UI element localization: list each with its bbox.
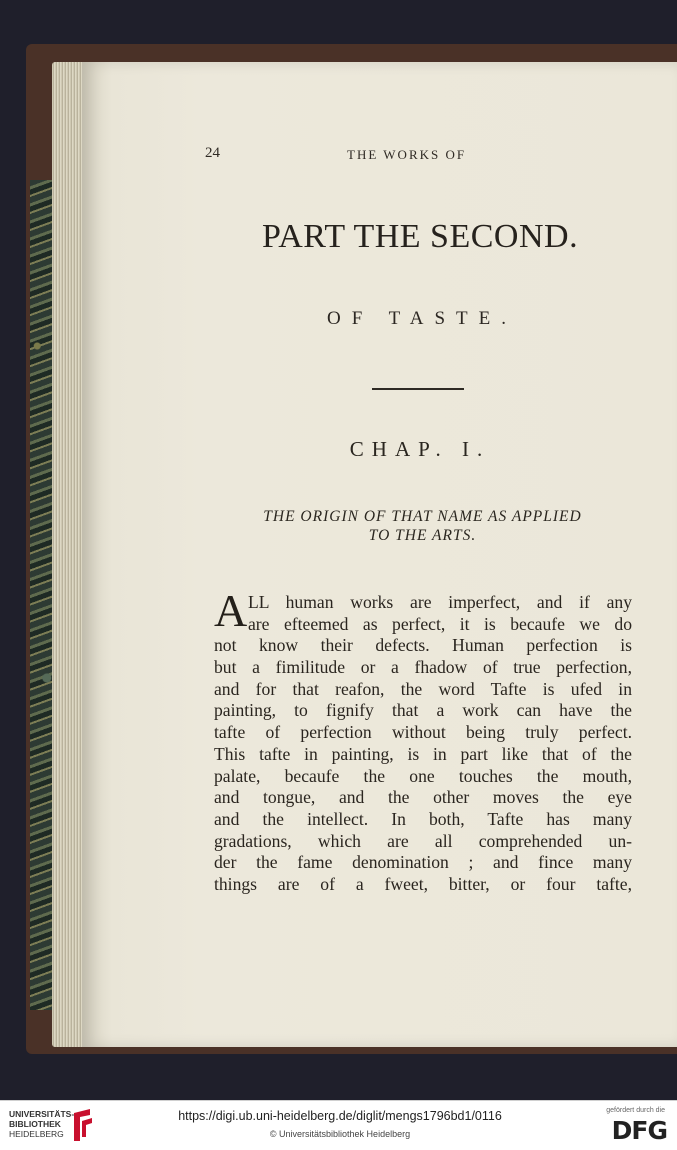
chapter-heading — [215, 507, 630, 545]
text-line: and for that reafon, the word Tafte is ufed in — [214, 678, 632, 699]
page-edges — [52, 62, 86, 1047]
running-head — [205, 145, 505, 167]
text-line: This tafte in painting, is in part like that of the — [214, 743, 632, 764]
page-url-link[interactable]: https://digi.ub.uni-heidelberg.de/diglit/mengs1796bd1/0116 — [178, 1109, 502, 1123]
dfg-logo[interactable]: DFG — [611, 1116, 667, 1145]
text-line: tafte of perfection without being truly perfect. — [214, 722, 632, 743]
text-line: and tongue, and the other moves the eye — [214, 787, 632, 808]
text-line: der the fame denomination ; and fince many — [214, 852, 632, 873]
library-name-line: UNIVERSITÄTS- — [9, 1109, 75, 1119]
text-line: gradations, which are all comprehended un- — [214, 830, 632, 851]
text-line: are efteemed as perfect, it is becaufe we do — [248, 613, 632, 634]
text-line: things are of a fweet, bitter, or four tafte, — [214, 873, 632, 894]
funding-label: gefördert durch die — [606, 1107, 665, 1114]
page-number: 24 — [205, 145, 220, 161]
library-name-line: BIBLIOTHEK — [9, 1119, 61, 1129]
part-title: PART THE SECOND. — [261, 218, 579, 255]
header-title: THE WORKS OF — [347, 147, 467, 162]
chapter-heading-line: TO THE ARTS. — [368, 527, 477, 544]
text-line: painting, to fignify that a work can have the — [214, 700, 632, 721]
chapter-title: CHAP. I. — [349, 437, 491, 461]
part-subtitle: OF TASTE. — [326, 308, 518, 329]
library-logo-icon[interactable] — [70, 1107, 96, 1143]
text-line: not know their defects. Human perfection is — [214, 635, 632, 656]
text-line: and the intellect. In both, Tafte has many — [214, 808, 632, 829]
chapter-heading-line: THE ORIGIN OF THAT NAME AS APPLIED — [263, 508, 582, 525]
text-line: palate, becaufe the one touches the mouth, — [214, 765, 632, 786]
divider-rule — [372, 388, 464, 390]
drop-cap: A — [214, 585, 248, 636]
book-page — [82, 62, 677, 1047]
body-text — [214, 585, 632, 896]
library-logo-text[interactable] — [9, 1109, 74, 1139]
copyright-notice: © Universitätsbibliothek Heidelberg — [269, 1129, 411, 1139]
text-line: but a fimilitude or a fhadow of true perfection, — [214, 657, 632, 678]
viewer-footer — [0, 1100, 677, 1150]
library-name-line: HEIDELBERG — [9, 1129, 64, 1139]
text-line: LL human works are imperfect, and if any — [248, 592, 632, 612]
